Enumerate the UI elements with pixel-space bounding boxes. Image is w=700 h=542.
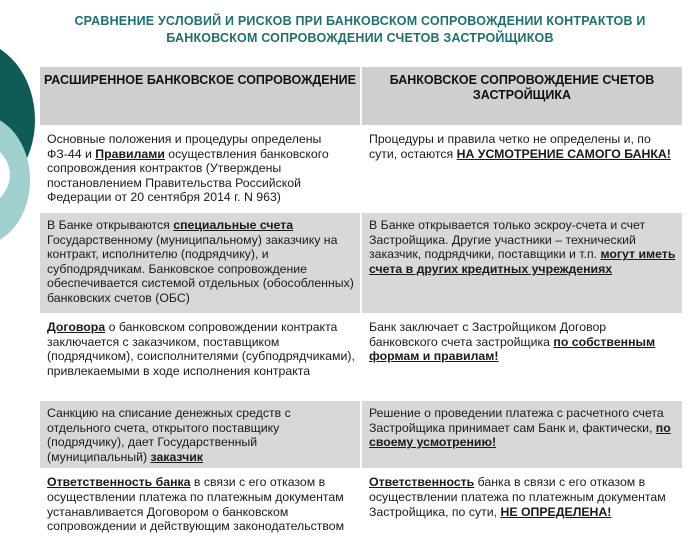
table-row [39, 469, 683, 541]
table-row [39, 126, 683, 212]
page-title: СРАВНЕНИЕ УСЛОВИЙ И РИСКОВ ПРИ БАНКОВСКОМ СОПРОВОЖДЕНИИ КОНТРАКТОВ И БАНКОВСКОМ СОПРОВОЖДЕНИИ СЧЕТОВ ЗАСТРОЙЩИКОВ [74, 14, 646, 45]
cell-right: В Банке открывается только эскроу-счета и счет Застройщика. Другие участники – технический заказчик, подрядчики, поставщики и т.п. могут иметь счета в других кредитных учреждениях [361, 212, 683, 314]
table-row [39, 314, 683, 400]
cell-left: Санкцию на списание денежных средств с отдельного счета, открытого поставщику (подрядчику), дает Государственный (муниципальный) заказчик [39, 400, 361, 469]
header-developer-support: БАНКОВСКОЕ СОПРОВОЖДЕНИЕ СЧЕТОВ ЗАСТРОЙЩИКА [361, 66, 683, 126]
table-row [39, 400, 683, 469]
cell-left: Ответственность банка в связи с его отказом в осуществлении платежа по платежным документам устанавливается Договором о банковском сопровождении и действующим законодательством [39, 469, 361, 541]
cell-right: Процедуры и правила четко не определены и, по сути, остаются НА УСМОТРЕНИЕ САМОГО БАНКА! [361, 126, 683, 212]
cell-right: Решение о проведении платежа с расчетного счета Застройщика принимает сам Банк и, фактически, по своему усмотрению! [361, 400, 683, 469]
cell-left: Договора о банковском сопровождении контракта заключается с заказчиком, поставщиком (подрядчиком), соисполнителями (субподрядчиками), привлекаемыми в ходе исполнения контракта [39, 314, 361, 400]
comparison-table [38, 65, 684, 542]
table-row [39, 212, 683, 314]
cell-left: В Банке открываются специальные счета Государственному (муниципальному) заказчику на контракт, исполнителю (подрядчику), и субподрядчикам. Банковское сопровождение обеспечивается системой отдельных (обособленных) банковских счетов (ОБС) [39, 212, 361, 314]
cell-right: Ответственность банка в связи с его отказом в осуществлении платежа по платежным документам Застройщика, по сути, НЕ ОПРЕДЕЛЕНА! [361, 469, 683, 541]
cell-left: Основные положения и процедуры определены ФЗ-44 и Правилами осуществления банковского сопровождения контрактов (Утверждены постановлением Правительства Российской Федерации от 20 сентября 2014 г. N 963) [39, 126, 361, 212]
cell-right: Банк заключает с Застройщиком Договор банковского счета застройщика по собственным формам и правилам! [361, 314, 683, 400]
table-header-row [39, 66, 683, 126]
header-extended-support: РАСШИРЕННОЕ БАНКОВСКОЕ СОПРОВОЖДЕНИЕ [39, 66, 361, 126]
